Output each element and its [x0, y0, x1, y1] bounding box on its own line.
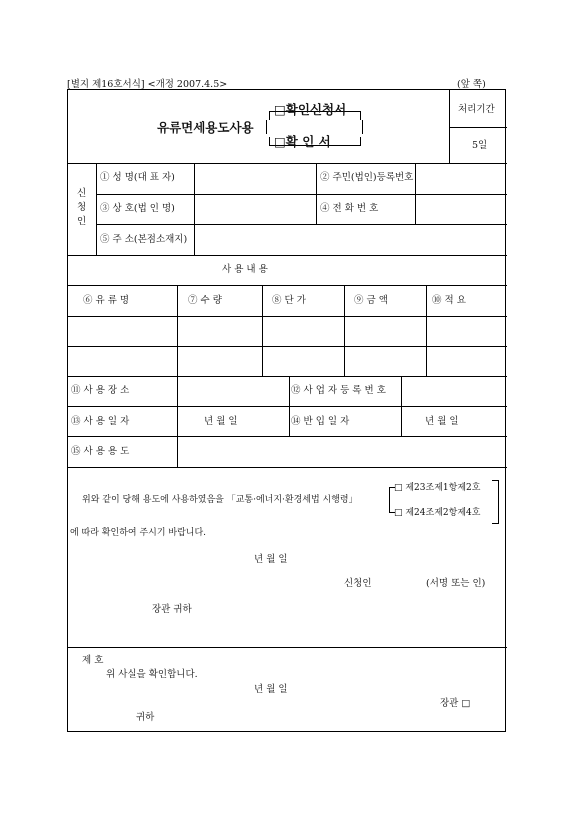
law-option-2[interactable]: □ 제24조제2항제4호 — [394, 508, 481, 518]
title-option-confirm[interactable]: □확 인 서 — [274, 134, 331, 149]
applicant-label-2: 청 — [77, 202, 87, 213]
return-date-label: ⑭ 반 입 일 자 — [291, 416, 350, 427]
col-quantity: ⑦ 수 량 — [188, 295, 222, 306]
phone-field[interactable] — [417, 196, 505, 223]
form-title: 유류면세용도사용 — [157, 120, 254, 135]
form-number: [별지 제16호서식] <개정 2007.4.5> — [67, 79, 228, 90]
usage-section-title: 사 용 내 용 — [222, 264, 268, 275]
form-frame — [67, 89, 506, 732]
declaration-date[interactable]: 년 월 일 — [254, 554, 288, 565]
place-label: ⑪ 사 용 장 소 — [71, 385, 130, 396]
biz-no-field[interactable] — [403, 378, 505, 405]
confirm-minister: 장관 □ — [440, 698, 471, 709]
biz-no-label: ⑫ 사 업 자 등 록 번 호 — [291, 385, 386, 396]
trade-name-field[interactable] — [196, 196, 314, 223]
confirm-text: 위 사실을 확인합니다. — [106, 669, 198, 680]
applicant-signer: 신청인 — [344, 578, 372, 589]
processing-value: 5일 — [472, 140, 488, 151]
id-number-field[interactable] — [417, 165, 505, 193]
id-number-label: ② 주민(법인)등록번호 — [320, 172, 414, 183]
declaration-addressee: 장관 귀하 — [152, 604, 192, 615]
col-unit-price: ⑧ 단 가 — [272, 295, 306, 306]
applicant-label-1: 신 — [77, 188, 87, 199]
col-product: ⑥ 유 류 명 — [83, 295, 130, 306]
address-field[interactable] — [196, 226, 505, 254]
purpose-label: ⑮ 사 용 용 도 — [71, 446, 130, 457]
declaration-line1: 위와 같이 당해 용도에 사용하였음을 「교통·에너지·환경세법 시행령」 — [82, 495, 358, 505]
sign-or-seal[interactable]: (서명 또는 인) — [426, 578, 486, 589]
title-option-request[interactable]: □확인신청서 — [274, 102, 347, 117]
name-label: ① 성 명(대 표 자) — [100, 172, 175, 183]
declaration-line2: 에 따라 확인하여 주시기 바랍니다. — [70, 528, 207, 538]
purpose-field[interactable] — [179, 438, 505, 466]
law-option-1[interactable]: □ 제23조제1항제2호 — [394, 483, 481, 493]
trade-name-label: ③ 상 호(법 인 명) — [100, 203, 175, 214]
address-label: ⑤ 주 소(본점소재지) — [100, 234, 188, 245]
place-field[interactable] — [179, 378, 287, 405]
use-date-value[interactable]: 년 월 일 — [204, 416, 238, 427]
processing-label: 처리기간 — [458, 104, 495, 115]
applicant-label-3: 인 — [77, 216, 87, 227]
phone-label: ④ 전 화 번 호 — [320, 203, 379, 214]
confirm-addressee: 귀하 — [136, 712, 155, 723]
page-side: (앞 쪽) — [457, 79, 486, 90]
name-field[interactable] — [196, 165, 314, 193]
col-amount: ⑨ 금 액 — [354, 295, 388, 306]
confirm-number[interactable]: 제 호 — [82, 655, 104, 666]
use-date-label: ⑬ 사 용 일 자 — [71, 416, 130, 427]
return-date-value[interactable]: 년 월 일 — [425, 416, 459, 427]
confirm-date[interactable]: 년 월 일 — [254, 684, 288, 695]
col-note: ⑩ 적 요 — [432, 295, 466, 306]
